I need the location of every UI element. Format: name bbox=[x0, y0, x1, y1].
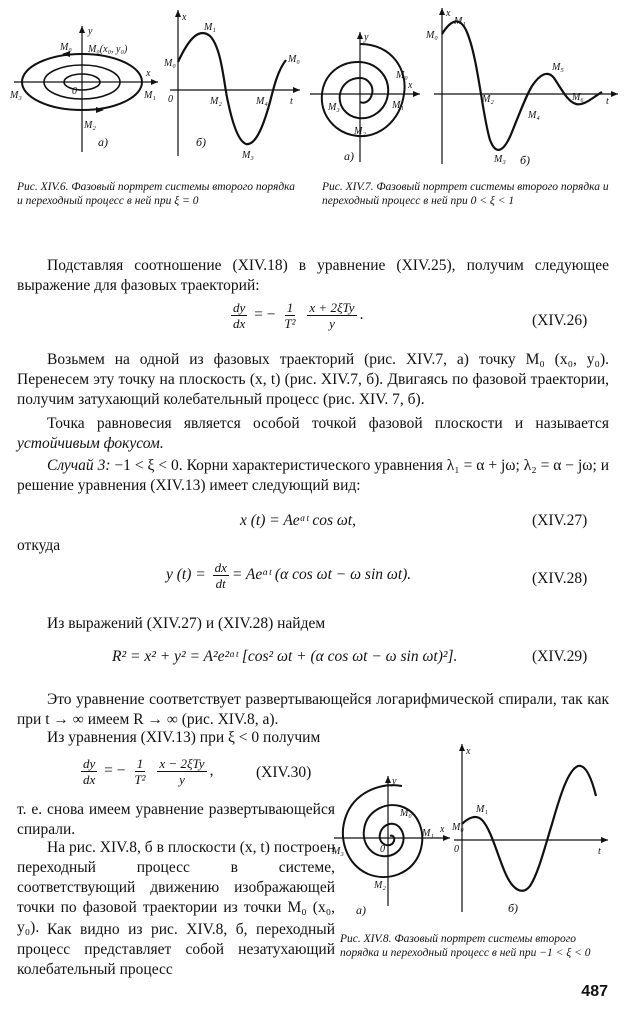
equation-number-xiv27: (XIV.27) bbox=[532, 512, 588, 529]
label-origin: 0 bbox=[72, 86, 77, 97]
label-m2: M₂ bbox=[84, 120, 96, 131]
paragraph-5: Из выражений (XIV.27) и (XIV.28) найдем bbox=[47, 615, 326, 632]
label-m4: M₄ bbox=[528, 110, 540, 121]
undamped-oscillation-curve bbox=[462, 766, 596, 891]
label-m3: M₃ bbox=[10, 90, 22, 101]
label-m1: M₁ bbox=[422, 828, 434, 839]
paragraph-10: Как видно из рис. XIV.8, б, переходный процесс представляет собой незатухающий колебательный процесс bbox=[17, 921, 335, 978]
label-t: t bbox=[290, 96, 293, 107]
spiral-trajectory bbox=[322, 44, 405, 136]
word-otkuda: откуда bbox=[17, 537, 61, 554]
label-b: б) bbox=[508, 901, 519, 915]
label-m4: M₄ bbox=[256, 96, 268, 107]
label-a: а) bbox=[98, 135, 108, 149]
paragraph-7: Из уравнения (XIV.13) при ξ < 0 получим bbox=[47, 729, 321, 746]
label-m3: M₃ bbox=[242, 150, 254, 161]
caption-fig-xiv8: Рис. XIV.8. Фазовый портрет системы второго порядка и переходный процесс в ней при −1 < ξ < 0 bbox=[340, 933, 591, 959]
figure-xiv8-phase-portrait bbox=[330, 774, 454, 920]
paragraph-3: Точка равновесия является особой точкой фазовой плоскости и называется устойчивым фокусом. bbox=[17, 415, 609, 452]
equation-xiv28: y (t) = $\frac{dx}{dt}$ = Aeᵅᵗ (α cos ωt − ω sin ωt). bbox=[166, 560, 412, 591]
label-b: б) bbox=[520, 153, 531, 167]
unwinding-spiral bbox=[343, 785, 422, 877]
label-y: y bbox=[392, 776, 397, 787]
label-m0: M₀ bbox=[60, 42, 72, 53]
label-m0: M₀ bbox=[396, 70, 408, 81]
label-a: а) bbox=[344, 149, 354, 163]
label-t: t bbox=[598, 846, 601, 857]
equation-xiv29: R² = x² + y² = A²e²ᵅᵗ [cos² ωt + (α cos ωt − ω sin ωt)²]. bbox=[112, 648, 458, 665]
damped-oscillation-curve bbox=[442, 21, 602, 149]
figure-xiv8-transient bbox=[452, 740, 612, 920]
label-origin: 0 bbox=[454, 844, 459, 855]
label-m0: M₀ bbox=[164, 58, 176, 69]
label-m5: M₅ bbox=[552, 62, 564, 73]
label-m0: M₀ bbox=[400, 808, 412, 819]
label-m6: M₆ bbox=[572, 92, 584, 103]
label-m2: M₂ bbox=[482, 94, 494, 105]
label-m1: M₁ bbox=[204, 22, 216, 33]
label-x: x bbox=[408, 80, 413, 91]
label-x: x bbox=[182, 12, 187, 23]
label-b: б) bbox=[196, 135, 207, 149]
label-m0-end: M₀ bbox=[288, 54, 300, 65]
figure-xiv7-transient bbox=[422, 4, 622, 169]
label-m3: M₃ bbox=[494, 154, 506, 165]
label-m0xy: M₀(x₀, y₀) bbox=[88, 44, 128, 55]
paragraph-8: т. е. снова имеем уравнение развертывающейся спирали. bbox=[17, 801, 335, 838]
label-m1: M₁ bbox=[144, 90, 156, 101]
label-origin: 0 bbox=[168, 94, 173, 105]
figure-xiv6-phase-portrait bbox=[10, 22, 160, 157]
equation-number-xiv29: (XIV.29) bbox=[532, 648, 588, 665]
label-m2: M₂ bbox=[354, 126, 366, 137]
label-m2: M₂ bbox=[374, 880, 386, 891]
label-m1: M₁ bbox=[476, 804, 488, 815]
label-m3: M₃ bbox=[328, 102, 340, 113]
caption-fig-xiv7: Рис. XIV.7. Фазовый портрет системы второго порядка и переходный процесс в ней при 0 < ξ < 1 bbox=[322, 181, 609, 207]
label-m0: M₀ bbox=[452, 822, 464, 833]
paragraph-2: Возьмем на одной из фазовых траекторий (рис. XIV.7, а) точку M₀ (x₀, y₀). Перенесем эту точку на плоскость (x, t) (рис. XIV.7, б). Двигаясь по фазовой траектории, получим затухающий колебательный процесс (рис. XIV. 7, б). bbox=[17, 351, 609, 408]
caption-fig-xiv6: Рис. XIV.6. Фазовый портрет системы второго порядка и переходный процесс в ней при ξ = 0 bbox=[17, 181, 296, 207]
label-origin: 0 bbox=[380, 844, 385, 855]
paragraph-9: На рис. XIV.8, б в плоскости (x, t) построен переходный процесс в системе, соответствующий движению изображающей точки по фазовой траектории из точки M₀ (x₀, y₀). bbox=[17, 839, 335, 936]
label-m2: M₂ bbox=[210, 96, 222, 107]
oscillation-curve bbox=[178, 33, 286, 144]
label-m3: M₃ bbox=[332, 846, 344, 857]
figure-xiv6-transient bbox=[160, 6, 310, 166]
label-t: t bbox=[606, 96, 609, 107]
label-x: x bbox=[440, 824, 445, 835]
label-x: x bbox=[446, 8, 451, 19]
equation-xiv26: $\frac{dy}{dx}$ = − $\frac{1}{\text{T²}}$ $\frac{\text{x + 2ξTy}}{y}$ . bbox=[233, 300, 364, 331]
label-y: y bbox=[88, 26, 93, 37]
label-m1: M₁ bbox=[454, 16, 466, 27]
label-x: x bbox=[466, 746, 471, 757]
paragraph-6: Это уравнение соответствует развертывающейся логарифмической спирали, так как при t → ∞ имеем R → ∞ (рис. XIV.8, а). bbox=[17, 691, 609, 728]
equation-xiv30: $\frac{dy}{dx}$ = − $\frac{1}{\text{T²}}$ $\frac{\text{x − 2ξTy}}{y}$ , bbox=[83, 756, 214, 787]
label-a: а) bbox=[356, 903, 366, 917]
label-m0: M₀ bbox=[426, 30, 438, 41]
label-x: x bbox=[146, 68, 151, 79]
paragraph-1: Подставляя соотношение (XIV.18) в уравнение (XIV.25), получим следующее выражение для фазовых траекторий: bbox=[17, 257, 609, 294]
paragraph-4: Случай 3: −1 < ξ < 0. Корни характеристического уравнения λ₁ = α + jω; λ₂ = α − jω; и решение уравнения (XIV.13) имеет следующий вид: bbox=[17, 457, 610, 494]
equation-number-xiv26: (XIV.26) bbox=[532, 312, 588, 329]
equation-xiv27: x (t) = Aeᵅᵗ cos ωt, bbox=[240, 512, 356, 529]
label-m1: M₁ bbox=[392, 100, 404, 111]
equation-number-xiv28: (XIV.28) bbox=[532, 570, 588, 587]
page-number: 487 bbox=[581, 983, 608, 1000]
label-y: y bbox=[364, 32, 369, 43]
figure-xiv7-phase-portrait bbox=[308, 30, 423, 165]
equation-number-xiv30: (XIV.30) bbox=[256, 764, 312, 781]
